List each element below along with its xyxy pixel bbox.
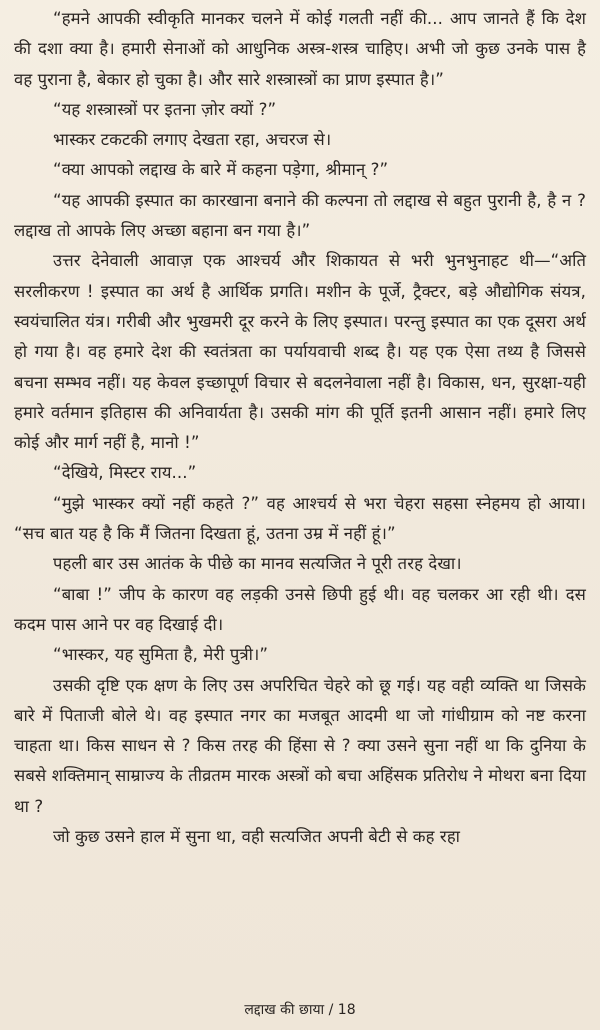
paragraph-8: “मुझे भास्कर क्यों नहीं कहते ?” वह आश्चर्य से भरा चेहरा सहसा स्नेहमय हो आया। “सच बात यह है कि मैं जितना दिखता हूं, उतना उम्र में नहीं हूं।” <box>14 493 586 544</box>
page-footer: लद्दाख की छाया / 18 <box>244 1002 356 1018</box>
paragraph-12: उसकी दृष्टि एक क्षण के लिए उस अपरिचित चेहरे को छू गई। यह वही व्यक्ति था जिसके बारे में पिताजी बोले थे। वह इस्पात नगर का मजबूत आदमी था जो गांधीग्राम को नष्ट करना चाहता था। किस साधन से ? किस तरह की हिंसा से ? क्या उसने सुना नहीं था कि दुनिया के सबसे शक्तिमान् साम्राज्य के तीव्रतम मारक अस्त्रों को बचा अहिंसक प्रतिरोध ने मोथरा बना दिया था ? <box>14 675 586 816</box>
paragraph-7: “देखिये, मिस्टर राय...” <box>53 463 197 483</box>
paragraph-6: उत्तर देनेवाली आवाज़ एक आश्चर्य और शिकायत से भरी भुनभुनाहट थी—“अति सरलीकरण ! इस्पात का अर्थ है आर्थिक प्रगति। मशीन के पूर्जे, ट्रैक्टर, बड़े औद्योगिक संयत्र, स्वयंचालित यंत्र। गरीबी और भुखमरी दूर करने के लिए इस्पात। परन्तु इस्पात का एक दूसरा अर्थ हो गया है। वह हमारे देश की स्वतंत्रता का पर्यायवाची शब्द है। यह एक ऐसा तथ्य है जिससे बचना सम्भव नहीं। यह केवल इच्छापूर्ण विचार से बदलनेवाला नहीं है। विकास, धन, सुरक्षा-यही हमारे वर्तमान इतिहास की अनिवार्यता है। उसकी मांग की पूर्ति इतनी आसान नहीं। हमारे लिए कोई और मार्ग नहीं है, मानो !” <box>14 251 586 453</box>
body-text <box>14 4 586 852</box>
paragraph-11: “भास्कर, यह सुमिता है, मेरी पुत्री।” <box>53 645 269 665</box>
paragraph-2: “यह शस्त्रास्त्रों पर इतना ज़ोर क्यों ?” <box>53 99 277 119</box>
paragraph-3: भास्कर टकटकी लगाए देखता रहा, अचरज से। <box>53 130 332 150</box>
paragraph-1: “हमने आपकी स्वीकृति मानकर चलने में कोई गलती नहीं की... आप जानते हैं कि देश की दशा क्या है। हमारी सेनाओं को आधुनिक अस्त्र-शस्त्र चाहिए। अभी जो कुछ उनके पास है वह पुराना है, बेकार हो चुका है। और सारे शस्त्रास्त्रों का प्राण इस्पात है।” <box>14 9 586 89</box>
paragraph-10: “बाबा !” जीप के कारण वह लड़की उनसे छिपी हुई थी। वह चलकर आ रही थी। दस कदम पास आने पर वह दिखाई दी। <box>14 584 586 634</box>
paragraph-4: “क्या आपको लद्दाख के बारे में कहना पड़ेगा, श्रीमान् ?” <box>53 160 389 180</box>
paragraph-5: “यह आपकी इस्पात का कारखाना बनाने की कल्पना तो लद्दाख से बहुत पुरानी है, है न ? लद्दाख तो आपके लिए अच्छा बहाना बन गया है।” <box>14 190 586 241</box>
paragraph-13: जो कुछ उसने हाल में सुना था, वही सत्यजित अपनी बेटी से कह रहा <box>53 827 461 847</box>
paragraph-9: पहली बार उस आतंक के पीछे का मानव सत्यजित ने पूरी तरह देखा। <box>53 554 462 574</box>
